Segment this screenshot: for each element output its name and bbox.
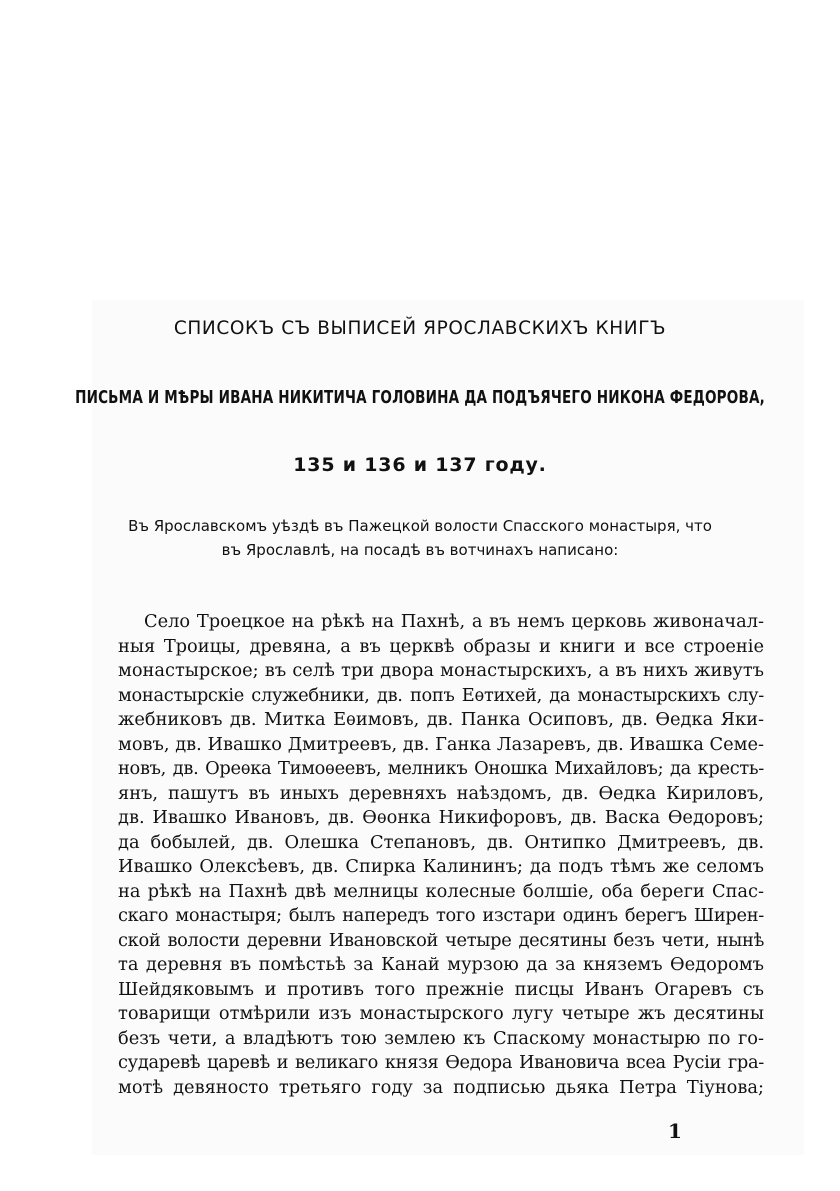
- body-line: ныя Троицы, древяна, а въ церквѣ образы и книги и все строенiе: [118, 635, 764, 657]
- body-paragraph: [118, 610, 764, 1100]
- body-line: Шейдяковымъ и противъ того прежнiе писцы Иванъ Огаревъ съ: [118, 978, 764, 1000]
- body-line: Село Троецкое на рѣкѣ на Пахнѣ, а въ немъ церковь живоначал-: [144, 611, 764, 632]
- body-line: Ивашко Олексѣевъ, дв. Спирка Калининъ; да подъ тѣмъ же селомъ: [118, 856, 764, 877]
- list-title: СПИСОКЪ СЪ ВЫПИСЕЙ ЯРОСЛАВСКИХЪ КНИГЪ: [173, 318, 667, 339]
- body-line: новъ, дв. Ореѳка Тимоѳеевъ, мелникъ Оношка Михайловъ; да кресть-: [118, 758, 764, 779]
- body-line: монастырскiе служебники, дв. попъ Еѳтихей, да монастырскихъ слу-: [118, 684, 764, 706]
- body-line: жебниковъ дв. Митка Еѳимовъ, дв. Панка Осиповъ, дв. Ѳедка Яки-: [118, 709, 764, 730]
- years-heading: 135 и 136 и 137 году.: [293, 454, 547, 476]
- body-line: безъ чети, а владѣютъ тою землею къ Спаскому монастырю по го-: [118, 1027, 764, 1049]
- body-line: ской волости деревни Ивановской четыре десятины безъ чети, нынѣ: [118, 929, 764, 951]
- body-line: на рѣкѣ на Пахнѣ двѣ мелницы колесные болшiе, оба береги Спас-: [118, 880, 764, 902]
- body-line: та деревня въ помѣстьѣ за Канай мурзою да за княземъ Ѳедоромъ: [118, 954, 764, 975]
- intro-line-2: въ Ярославлѣ, на посадѣ въ вотчинахъ написано:: [221, 541, 619, 559]
- page-number: 1: [668, 1119, 682, 1143]
- body-line: мовъ, дв. Ивашко Дмитреевъ, дв. Ганка Лазаревъ, дв. Ивашка Семе-: [118, 733, 764, 755]
- body-line: монастырское; въ селѣ три двора монастырскихъ, а въ нихъ живутъ: [118, 660, 764, 681]
- body-line: товарищи отмѣрили изъ монастырского лугу четыре жъ десятины: [118, 1003, 764, 1024]
- body-line: янъ, пашутъ въ иныхъ деревняхъ наѣздомъ, дв. Ѳедка Кириловъ,: [118, 782, 764, 804]
- body-line: сударевѣ царевѣ и великаго князя Ѳедора Ивановича всеа Русiи гра-: [118, 1052, 764, 1073]
- body-line: дв. Ивашко Ивановъ, дв. Ѳѳонка Никифоровъ, дв. Васка Ѳедоровъ;: [118, 807, 764, 828]
- document-subtitle: ПИСЬМА И МѢРЫ ИВАНА НИКИТИЧА ГОЛОВИНА ДА ПОДЪЯЧЕГО НИКОНА ФЕДОРОВА,: [75, 388, 765, 408]
- body-line: мотѣ девяносто третьяго году за подписью дьяка Петра Тiунова;: [118, 1076, 764, 1098]
- body-line: скаго монастыря; былъ напередъ того изстари одинъ берегъ Ширен-: [118, 905, 764, 926]
- intro-line-1: Въ Ярославскомъ уѣздѣ въ Пажецкой волости Спасского монастыря, что: [128, 517, 712, 535]
- body-line: да бобылей, дв. Олешка Степановъ, дв. Онтипко Дмитреевъ, дв.: [118, 831, 764, 853]
